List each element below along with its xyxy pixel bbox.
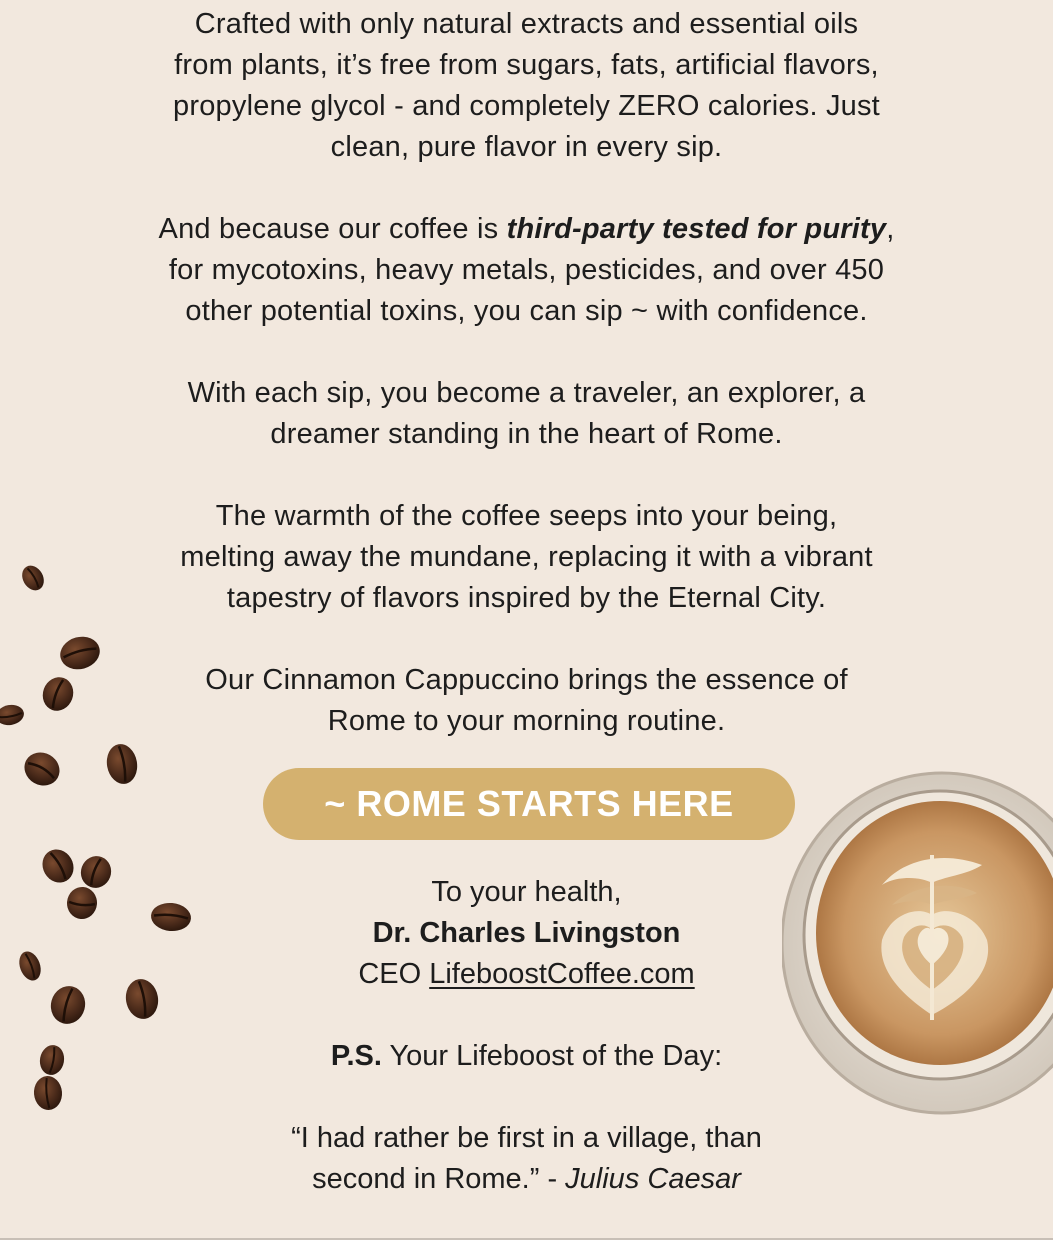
text-line: , xyxy=(886,213,895,245)
text-line: melting away the mundane, replacing it with a vibrant xyxy=(180,541,873,573)
lifeboost-link[interactable]: LifeboostCoffee.com xyxy=(429,958,695,990)
warmth-paragraph xyxy=(90,496,963,619)
text-line: And because our coffee is xyxy=(158,213,507,245)
signature-title: CEO xyxy=(358,958,430,990)
cta-wrapper xyxy=(90,742,963,842)
text-line: other potential toxins, you can sip ~ with confidence. xyxy=(185,295,868,327)
text-line: Crafted with only natural extracts and essential oils xyxy=(194,8,859,40)
intro-paragraph xyxy=(90,4,963,168)
text-line: The warmth of the coffee seeps into your being, xyxy=(215,500,838,532)
purity-paragraph xyxy=(90,209,963,332)
text-line: With each sip, you become a traveler, an explorer, a xyxy=(187,377,866,409)
text-line: Rome to your morning routine. xyxy=(327,705,726,737)
text-line: tapestry of flavors inspired by the Eternal City. xyxy=(226,582,827,614)
text-line: propylene glycol - and completely ZERO calories. Just xyxy=(173,90,880,122)
text-line: dreamer standing in the heart of Rome. xyxy=(270,418,783,450)
purity-emphasis: third-party tested for purity xyxy=(506,213,887,245)
email-body xyxy=(90,0,963,1200)
cappuccino-paragraph xyxy=(90,660,963,742)
text-line: Our Cinnamon Cappuccino brings the essence of xyxy=(205,664,848,696)
ps-label: P.S. xyxy=(330,1040,382,1072)
text-line: clean, pure flavor in every sip. xyxy=(330,131,723,163)
signature-greeting: To your health, xyxy=(431,876,622,908)
ps-text: Your Lifeboost of the Day: xyxy=(381,1040,723,1072)
rome-starts-here-button[interactable]: ~ ROME STARTS HERE xyxy=(263,768,795,840)
ps-line xyxy=(90,1036,963,1077)
quote-line: “I had rather be first in a village, than xyxy=(291,1122,762,1154)
quote-block xyxy=(90,1118,963,1200)
quote-line: second in Rome.” - xyxy=(312,1163,566,1195)
signature-name: Dr. Charles Livingston xyxy=(372,917,681,949)
text-line: for mycotoxins, heavy metals, pesticides, and over 450 xyxy=(168,254,885,286)
quote-author: Julius Caesar xyxy=(565,1163,741,1195)
text-line: from plants, it’s free from sugars, fats, artificial flavors, xyxy=(174,49,879,81)
signature-block xyxy=(90,872,963,995)
traveler-paragraph xyxy=(90,373,963,455)
